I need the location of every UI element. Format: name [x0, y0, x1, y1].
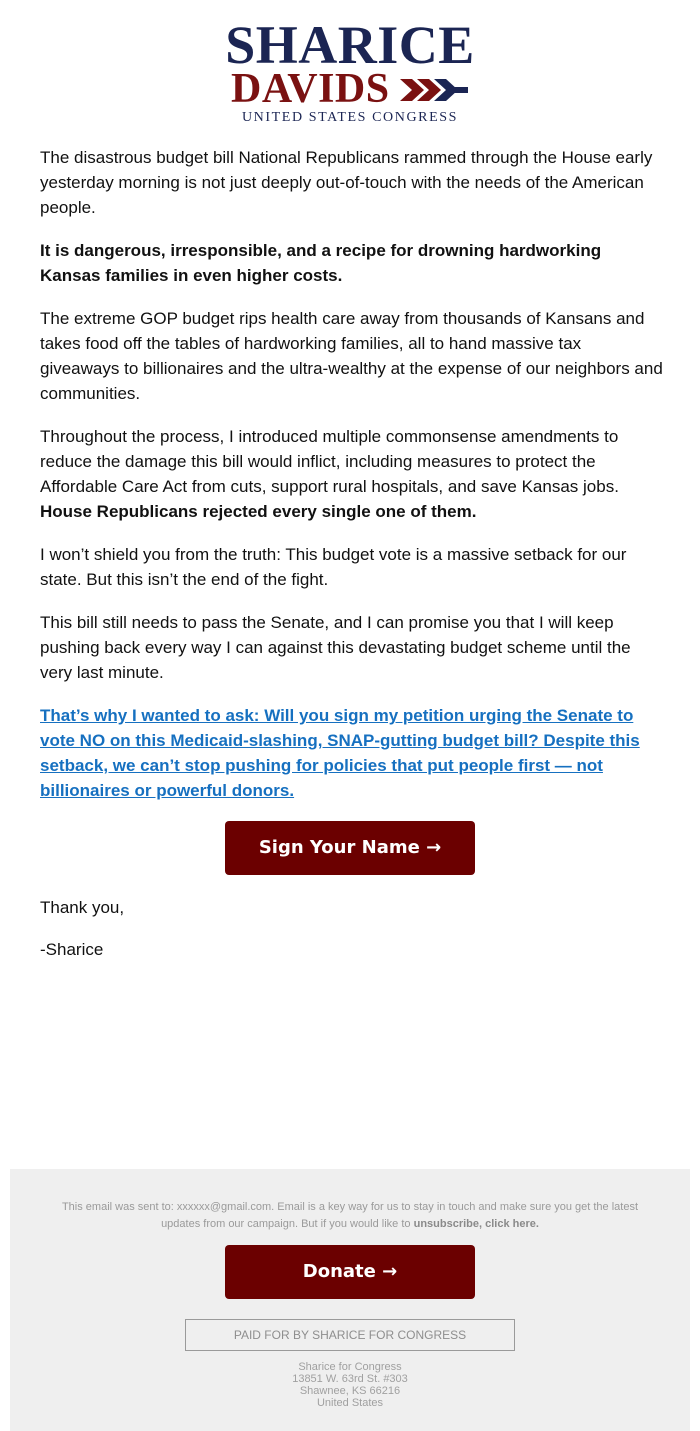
email-body: [40, 145, 664, 821]
footer-notice: [50, 1199, 650, 1233]
address-line: Sharice for Congress: [298, 1361, 402, 1373]
paragraph-4-text: Throughout the process, I introduced multiple commonsense amendments to reduce the damage this bill would inflict, including measures to protect the Affordable Care Act from cuts, support rural hospitals, and save Kansas jobs.: [40, 427, 619, 496]
signature: -Sharice: [40, 940, 104, 959]
campaign-logo: [0, 0, 700, 135]
footer-notice-text: This email was sent to: xxxxxx@gmail.com. Email is a key way for us to stay in touch and make sure you get the latest updates from our campaign. But if you would like to: [61, 1201, 639, 1230]
address-line: Shawnee, KS 66216: [299, 1385, 401, 1397]
logo-name-first: SHARICE: [225, 15, 475, 75]
paid-for-disclaimer: PAID FOR BY SHARICE FOR CONGRESS: [185, 1319, 515, 1351]
paragraph-4: [40, 424, 664, 524]
unsubscribe-link[interactable]: unsubscribe, click here.: [413, 1218, 539, 1230]
address-line: 13851 W. 63rd St. #303: [292, 1373, 408, 1385]
paragraph-3: The extreme GOP budget rips health care away from thousands of Kansans and takes food off the tables of hardworking families, all to hand massive tax giveaways to billionaires and the ultra-wealthy at the expense of our neighbors and communities.: [40, 309, 663, 403]
sign-your-name-button[interactable]: Sign Your Name →: [225, 821, 475, 875]
mailing-address: [10, 1361, 690, 1409]
petition-link[interactable]: That’s why I wanted to ask: Will you sign my petition urging the Senate to vote NO on this Medicaid-slashing, SNAP-gutting budget bill? Despite this setback, we can’t stop pushing for policies that put people first — not billionaires or powerful donors.: [40, 706, 640, 800]
paragraph-4-bold: House Republicans rejected every single one of them.: [40, 502, 477, 521]
paragraph-5: I won’t shield you from the truth: This budget vote is a massive setback for our state. But this isn’t the end of the fight.: [40, 545, 627, 589]
logo-tagline: UNITED STATES CONGRESS: [241, 110, 459, 125]
paragraph-1: The disastrous budget bill National Republicans rammed through the House early yesterday morning is not just deeply out-of-touch with the needs of the American people.: [40, 148, 653, 217]
address-line: United States: [316, 1397, 384, 1409]
logo-name-last: DAVIDS: [231, 66, 390, 112]
donate-button[interactable]: Donate →: [225, 1245, 475, 1299]
petition-ask: [40, 703, 664, 803]
email-footer: [10, 1169, 690, 1431]
arrow-chevrons-icon: [400, 77, 470, 103]
closing-thanks: Thank you,: [40, 898, 125, 917]
paragraph-2-bold: It is dangerous, irresponsible, and a recipe for drowning hardworking Kansas families in even higher costs.: [40, 241, 602, 285]
paragraph-6: This bill still needs to pass the Senate, and I can promise you that I will keep pushing back every way I can against this devastating budget scheme until the very last minute.: [40, 613, 631, 682]
